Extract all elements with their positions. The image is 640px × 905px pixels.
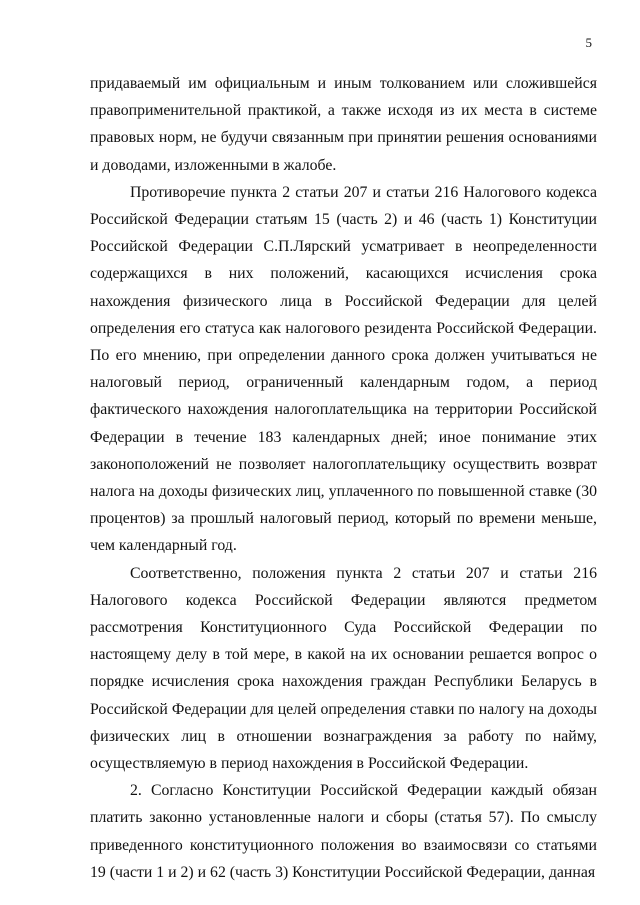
paragraph-constitution-article-57: 2. Согласно Конституции Российской Федерации каждый обязан платить законно установленные налоги и сборы (статья 57). По смыслу приведенного конституционного положения во взаимосвязи со статьями 19 (части 1 и 2) и 62 (часть 3) Конституции Российской Федерации, данная (90, 782, 597, 881)
paragraph-contradiction-claim: Противоречие пункта 2 статьи 207 и статьи 216 Налогового кодекса Российской Федерации статьям 15 (часть 2) и 46 (часть 1) Конституции Российской Федерации С.П.Лярский усматривает в неопределенности содержащихся в них положений, касающихся исчисления срока нахождения физического лица в Российской Федерации для целей определения его статуса как налогового резидента Российской Федерации. По его мнению, при определении данного срока должен учитываться не налоговый период, ограниченный календарным годом, а период фактического нахождения налогоплательщика на территории Российской Федерации в течение 183 календарных дней; иное понимание этих законоположений не позволяет налогоплательщику осуществить возврат налога на доходы физических лиц, уплаченного по повышенной ставке (30 процентов) за прошлый налоговый период, который по времени меньше, чем календарный год. (90, 183, 597, 555)
document-body (90, 70, 597, 886)
page-number: 5 (585, 35, 592, 50)
paragraph-continuation: придаваемый им официальным и иным толкованием или сложившейся правоприменительной практикой, а также исходя из их места в системе правовых норм, не будучи связанным при принятии решения основаниями и доводами, изложенными в жалобе. (90, 75, 597, 174)
paragraph-subject-of-review: Соответственно, положения пункта 2 статьи 207 и статьи 216 Налогового кодекса Российской Федерации являются предметом рассмотрения Конституционного Суда Российской Федерации по настоящему делу в той мере, в какой на их основании решается вопрос о порядке исчисления срока нахождения граждан Республики Беларусь в Российской Федерации для целей определения ставки по налогу на доходы физических лиц в отношении вознаграждения за работу по найму, осуществляемую в период нахождения в Российской Федерации. (90, 564, 597, 773)
